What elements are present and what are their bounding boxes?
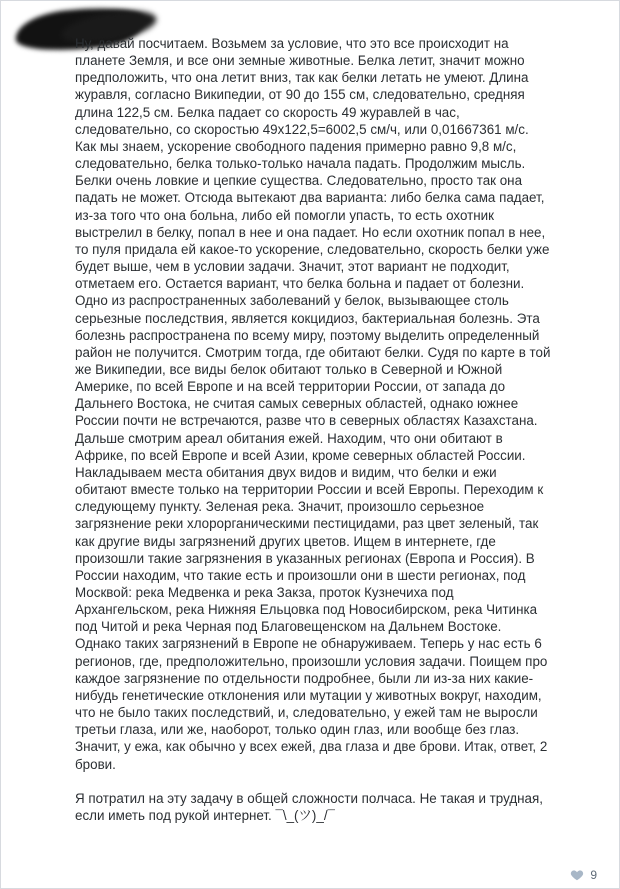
comment-text-line: район не получится. Смотрим тогда, где обитают белки. Судя по карте в той bbox=[75, 344, 551, 360]
comment-text-line: России почти не встречаются, разве что в северных областях Казахстана. bbox=[75, 413, 538, 429]
comment-text-line: Архангельском, река Нижняя Ельцовка под Новосибирском, река Читинка bbox=[75, 602, 538, 618]
comment-text-line: Как мы знаем, ускорение свободного падения примерно равно 9,8 м/с, bbox=[75, 138, 517, 154]
comment-postscript bbox=[75, 790, 605, 824]
comment-text-line: болезнь распространена по всему миру, поэтому выделить определенный bbox=[75, 327, 540, 343]
comment-footer bbox=[570, 866, 597, 884]
comment-text-line: Москвой: река Медвенка и река Закза, проток Кузнечиха под bbox=[75, 585, 454, 600]
comment-text-line: каждое загрязнение по отдельности подробнее, были ли из-за них какие- bbox=[75, 670, 534, 686]
comment-text-line: Ну, давай посчитаем. Возьмем за условие, что это все происходит на bbox=[75, 36, 509, 51]
comment-text-line: из-за того что она больна, либо ей помогли упасть, то есть охотник bbox=[75, 207, 494, 223]
comment-text-line: журавля, согласно Википедии, от 90 до 155 см, следовательно, средняя bbox=[75, 87, 525, 103]
comment-text-line: серьезные последствия, является кокцидиоз, бактериальная болезнь. Эта bbox=[75, 310, 540, 326]
comment-text-line: же Википедии, все виды белок обитают только в Северной и Южной bbox=[75, 361, 503, 377]
comment-text-line: под Читой и река Черная под Благовещенском на Дальнем Востоке. bbox=[75, 619, 502, 635]
like-count: 9 bbox=[590, 868, 597, 882]
comment-text-line: Дальше смотрим ареал обитания ежей. Находим, что они обитают в bbox=[75, 430, 503, 446]
heart-icon[interactable] bbox=[570, 868, 584, 882]
comment-text-line: то пуля придала ей какое-то ускорение, следовательно, скорость белки уже bbox=[75, 241, 550, 257]
comment-text-line: Африке, по всей Европе и всей Азии, кроме северных областей России. bbox=[75, 447, 526, 463]
comment-text bbox=[75, 35, 605, 824]
comment-text-line: выстрелил в белку, попал в нее и она падает. Но если охотник попал в нее, bbox=[75, 224, 546, 240]
comment-text-line: Америке, по всей Европе и на всей территории России, от запада до bbox=[75, 379, 506, 395]
comment-text-line: Одно из распространенных заболеваний у белок, вызывающее столь bbox=[75, 293, 509, 309]
comment-text-line: нибудь генетические отклонения или мутации у животных вокруг, находим, bbox=[75, 687, 542, 703]
comment-text-line: следующему пункту. Зеленая река. Значит, произошло серьезное bbox=[75, 499, 485, 515]
comment-text-line: обитают вместе только на территории России и всей Европы. Переходим к bbox=[75, 482, 544, 498]
comment-text-line: произошли такие загрязнения в указанных регионах (Европа и Россия). В bbox=[75, 550, 535, 566]
comment-text-line: следовательно, белка только-только начала падать. Продолжим мысль. bbox=[75, 156, 526, 172]
comment-text-line: длина 122,5 см. Белка падает со скорость 49 журавлей в час, bbox=[75, 104, 460, 120]
comment-text-line: Дальнего Востока, не считая самых северных областей, однако южнее bbox=[75, 396, 519, 412]
comment-text-line: будет выше, чем в условии задачи. Значит, этот вариант не подходит, bbox=[75, 259, 510, 275]
comment-text-line: предположить, что она летит вниз, так как белки летать не умеют. Длина bbox=[75, 70, 529, 86]
comment-main-text bbox=[75, 35, 605, 773]
comment-text-line: следовательно, со скоростью 49х122,5=6002,5 см/ч, или 0,01667361 м/с. bbox=[75, 121, 529, 137]
comment-text-line: что не было таких последствий, и, следовательно, у ежей там не выросли bbox=[75, 705, 538, 721]
comment-text-line: Значит, у ежа, как обычно у всех ежей, два глаза и две брови. Итак, ответ, 2 bbox=[75, 739, 548, 755]
comment-text-line: загрязнение реки хлорорганическими пестицидами, раз цвет зеленый, так bbox=[75, 516, 539, 532]
comment-text-line: России находим, что такие есть и произошли они в шести регионах, под bbox=[75, 567, 526, 583]
comment-text-line: отметаем его. Остается вариант, что белка больна и падает от болезни. bbox=[75, 276, 525, 292]
paragraph-gap bbox=[75, 773, 605, 790]
comment-text-line: Белки очень ловкие и цепкие существа. Следовательно, просто так она bbox=[75, 173, 523, 189]
postscript-line: Я потратил на эту задачу в общей сложности полчаса. Не такая и трудная, bbox=[75, 790, 543, 806]
postscript-line: если иметь под рукой интернет. ¯\_(ツ)_/¯ bbox=[75, 807, 335, 823]
comment-text-line: Накладываем места обитания двух видов и видим, что белки и ежи bbox=[75, 464, 497, 480]
comment-text-line: Однако таких загрязнений в Европе не обнаруживаем. Теперь у нас есть 6 bbox=[75, 636, 542, 652]
comment-text-line: регионов, где, предположительно, произошли условия задачи. Поищем про bbox=[75, 653, 548, 669]
comment-text-line: третьи глаза, или же, наоборот, только один глаз, или вообще без глаз. bbox=[75, 722, 520, 738]
comment-text-line: брови. bbox=[75, 756, 116, 772]
comment-text-line: падать не может. Отсюда вытекают два варианта: либо белка сама падает, bbox=[75, 190, 545, 206]
comment-text-line: планете Земля, и все они земные животные. Белка летит, значит можно bbox=[75, 53, 525, 69]
comment-text-line: как другие виды загрязнений других цветов. Ищем в интернете, где bbox=[75, 533, 496, 549]
